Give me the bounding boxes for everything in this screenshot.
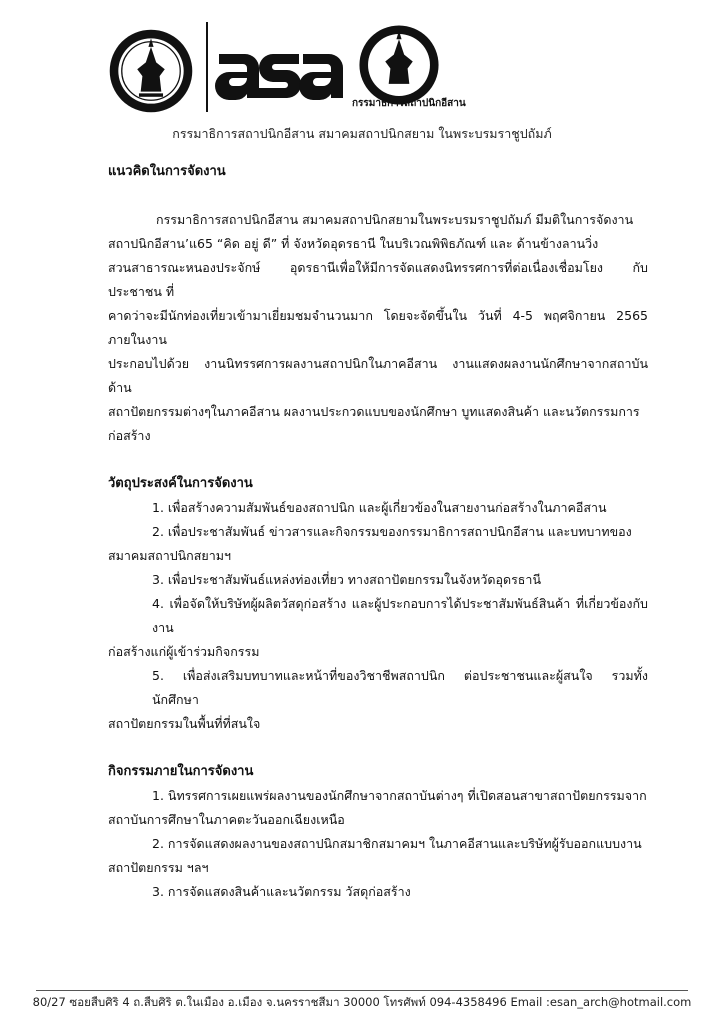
list-item	[108, 784, 648, 808]
paragraph-line: ก่อสร้าง	[108, 428, 151, 443]
list-item-text: 4. เพื่อจัดให้บริษัทผู้ผลิตวัสดุก่อสร้าง และผู้ประกอบการได้ประชาสัมพันธ์สินค้า ที่เกี่ยวข้องกับงาน	[152, 596, 648, 635]
list-item-text: 1. นิทรรศการเผยแพร่ผลงานของนักศึกษาจากสถาบันต่างๆ ที่เปิดสอนสาขาสถาปัตยกรรมจาก	[152, 788, 647, 803]
list-item-text: 5. เพื่อส่งเสริมบทบาทและหน้าที่ของวิชาชีพสถาปนิก ต่อประชาชนและผู้สนใจ รวมทั้งนักศึกษา	[152, 668, 648, 707]
organization-line: กรรมาธิการสถาปนิกอีสาน สมาคมสถาปนิกสยาม ในพระบรมราชูปถัมภ์	[172, 126, 552, 141]
asa-wordmark-logo	[215, 40, 347, 102]
list-item	[108, 568, 648, 592]
list-item-continuation: สถาปัตยกรรมในพื้นที่ที่สนใจ	[108, 716, 261, 731]
list-item-text: 2. เพื่อประชาสัมพันธ์ ข่าวสารและกิจกรรมของกรรมาธิการสถาปนิกอีสาน และบทบาทของ	[152, 524, 632, 539]
section-heading: แนวคิดในการจัดงาน	[108, 164, 226, 179]
seal-caption: กรรมาธิการสถาปนิกอีสาน	[352, 98, 466, 109]
list-item	[108, 664, 648, 712]
list-item-text: 3. เพื่อประชาสัมพันธ์แหล่งท่องเที่ยว ทางสถาปัตยกรรมในจังหวัดอุดรธานี	[152, 572, 541, 587]
paragraph-line: สวนสาธารณะหนองประจักษ์ อุดรธานีเพื่อให้มีการจัดแสดงนิทรรศการที่ต่อเนื่องเชื่อมโยง กับประชาชน ที่	[108, 260, 648, 299]
list-item	[108, 832, 648, 856]
paragraph-line: ประกอบไปด้วย งานนิทรรศการผลงานสถาปนิกในภาคอีสาน งานแสดงผลงานนักศึกษาจากสถาบันด้าน	[108, 356, 648, 395]
header-logos	[0, 18, 724, 118]
list-item-continuation: สมาคมสถาปนิกสยามฯ	[108, 548, 231, 563]
list-item	[108, 592, 648, 640]
list-item	[108, 520, 648, 544]
list-item-continuation: สถาปัตยกรรม ฯลฯ	[108, 860, 209, 875]
paragraph-line: สถาปัตยกรรมต่างๆในภาคอีสาน ผลงานประกวดแบบของนักศึกษา บูทแสดงสินค้า และนวัตกรรมการ	[108, 404, 640, 419]
footer-address: 80/27 ซอยสืบศิริ 4 ถ.สืบศิริ ต.ในเมือง อ.เมือง จ.นครราชสีมา 30000 โทรศัพท์ 094-4358496 Email :esan_arch@hotmail.com	[32, 995, 692, 1009]
objectives-list	[108, 496, 648, 736]
activities-list	[108, 784, 648, 904]
association-seal-logo	[108, 28, 194, 114]
list-item	[108, 496, 648, 520]
footer-rule	[36, 990, 688, 991]
logo-divider	[206, 22, 208, 112]
concept-paragraph	[108, 208, 648, 448]
section-heading: กิจกรรมภายในการจัดงาน	[108, 764, 254, 779]
paragraph-line: คาดว่าจะมีนักท่องเที่ยวเข้ามาเยี่ยมชมจำนวนมาก โดยจะจัดขึ้นใน วันที่ 4-5 พฤศจิกายน 2565 ภายในงาน	[108, 308, 648, 347]
section-heading: วัตถุประสงค์ในการจัดงาน	[108, 476, 253, 491]
list-item-continuation: ก่อสร้างแก่ผู้เข้าร่วมกิจกรรม	[108, 644, 260, 659]
list-item-continuation: สถาบันการศึกษาในภาคตะวันออกเฉียงเหนือ	[108, 812, 345, 827]
list-item-text: 3. การจัดแสดงสินค้าและนวัตกรรม วัสดุก่อสร้าง	[152, 884, 411, 899]
list-item	[108, 880, 648, 904]
list-item-text: 2. การจัดแสดงผลงานของสถาปนิกสมาชิกสมาคมฯ ในภาคอีสานและบริษัทผู้รับออกแบบงาน	[152, 836, 642, 851]
list-item-text: 1. เพื่อสร้างความสัมพันธ์ของสถาปนิก และผู้เกี่ยวข้องในสายงานก่อสร้างในภาคอีสาน	[152, 500, 607, 515]
paragraph-line: กรรมาธิการสถาปนิกอีสาน สมาคมสถาปนิกสยามในพระบรมราชูปถัมภ์ มีมติในการจัดงาน	[156, 212, 634, 227]
paragraph-line: สถาปนิกอีสาน’แ65 “คิด อยู่ ดี” ที่ จังหวัดอุดรธานี ในบริเวณพิพิธภัณฑ์ และ ด้านข้างลานวิ่ง	[108, 236, 599, 251]
document-body	[108, 160, 648, 904]
